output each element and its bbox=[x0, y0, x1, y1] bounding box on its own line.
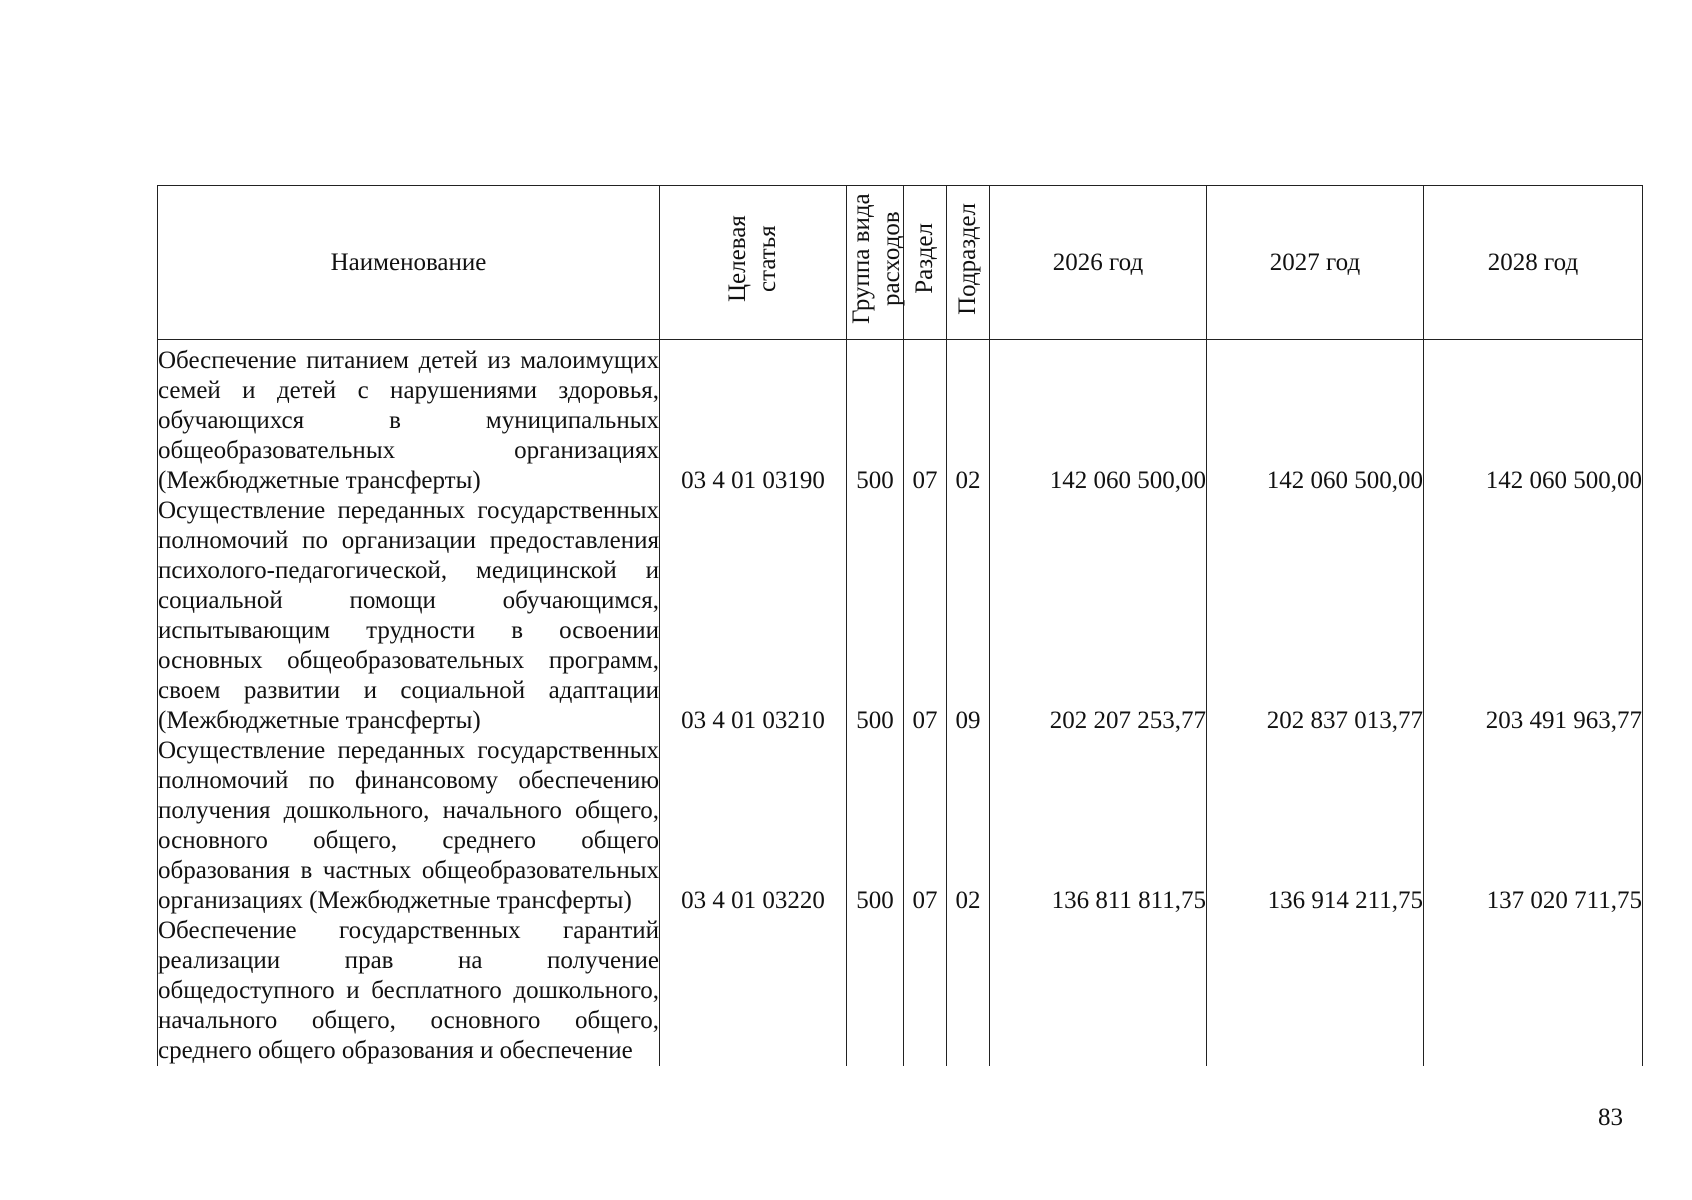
row-amount-2028: 137 020 711,75 bbox=[1424, 736, 1643, 916]
row-name: Осуществление переданных государственных полномочий по финансовому обеспечению получения дошкольного, начального общего, основного общего, среднего общего образования в частных общеобразовательных организациях (Межбюджетные трансферты) bbox=[158, 737, 659, 914]
row-subsection: 09 bbox=[947, 496, 990, 736]
row-section: 07 bbox=[904, 736, 947, 916]
row-target-article bbox=[660, 916, 847, 1066]
table-row bbox=[158, 340, 1643, 497]
table-row bbox=[158, 736, 1643, 916]
row-amount-2027: 202 837 013,77 bbox=[1207, 496, 1424, 736]
row-expense-group: 500 bbox=[847, 340, 904, 497]
header-target-article: Целевая статья bbox=[660, 186, 847, 340]
row-section bbox=[904, 916, 947, 1066]
header-year-2026: 2026 год bbox=[990, 186, 1207, 340]
row-amount-2027 bbox=[1207, 916, 1424, 1066]
row-section: 07 bbox=[904, 496, 947, 736]
header-expense-group: Группа вида расходов bbox=[847, 186, 904, 340]
header-year-2027: 2027 год bbox=[1207, 186, 1424, 340]
row-section: 07 bbox=[904, 340, 947, 497]
row-name: Осуществление переданных государственных полномочий по организации предоставления психолого-педагогической, медицинской и социальной помощи обучающимся, испытывающим трудности в освоении основных общеобразовательных программ, своем развитии и социальной адаптации (Межбюджетные трансферты) bbox=[158, 497, 659, 734]
row-expense-group: 500 bbox=[847, 496, 904, 736]
header-subsection: Подраздел bbox=[947, 186, 990, 340]
row-name: Обеспечение государственных гарантий реализации прав на получение общедоступного и бесплатного дошкольного, начального общего, основного общего, среднего общего образования и обеспечение bbox=[158, 917, 659, 1064]
table-row bbox=[158, 916, 1643, 1066]
row-amount-2028 bbox=[1424, 916, 1643, 1066]
page-number: 83 bbox=[1598, 1104, 1623, 1131]
row-subsection: 02 bbox=[947, 340, 990, 497]
row-amount-2026: 142 060 500,00 bbox=[990, 340, 1207, 497]
row-amount-2027: 142 060 500,00 bbox=[1207, 340, 1424, 497]
header-name: Наименование bbox=[158, 186, 660, 340]
row-subsection: 02 bbox=[947, 736, 990, 916]
row-amount-2026 bbox=[990, 916, 1207, 1066]
row-subsection bbox=[947, 916, 990, 1066]
header-year-2028: 2028 год bbox=[1424, 186, 1643, 340]
budget-table bbox=[157, 185, 1643, 1066]
row-amount-2026: 202 207 253,77 bbox=[990, 496, 1207, 736]
row-amount-2026: 136 811 811,75 bbox=[990, 736, 1207, 916]
row-target-article: 03 4 01 03220 bbox=[660, 736, 847, 916]
row-expense-group bbox=[847, 916, 904, 1066]
row-amount-2027: 136 914 211,75 bbox=[1207, 736, 1424, 916]
header-section: Раздел bbox=[904, 186, 947, 340]
row-amount-2028: 203 491 963,77 bbox=[1424, 496, 1643, 736]
row-target-article: 03 4 01 03210 bbox=[660, 496, 847, 736]
row-target-article: 03 4 01 03190 bbox=[660, 340, 847, 497]
table-header-row bbox=[158, 186, 1643, 340]
row-amount-2028: 142 060 500,00 bbox=[1424, 340, 1643, 497]
table-row bbox=[158, 496, 1643, 736]
row-expense-group: 500 bbox=[847, 736, 904, 916]
row-name: Обеспечение питанием детей из малоимущих семей и детей с нарушениями здоровья, обучающихся в муниципальных общеобразовательных организациях (Межбюджетные трансферты) bbox=[158, 340, 660, 497]
